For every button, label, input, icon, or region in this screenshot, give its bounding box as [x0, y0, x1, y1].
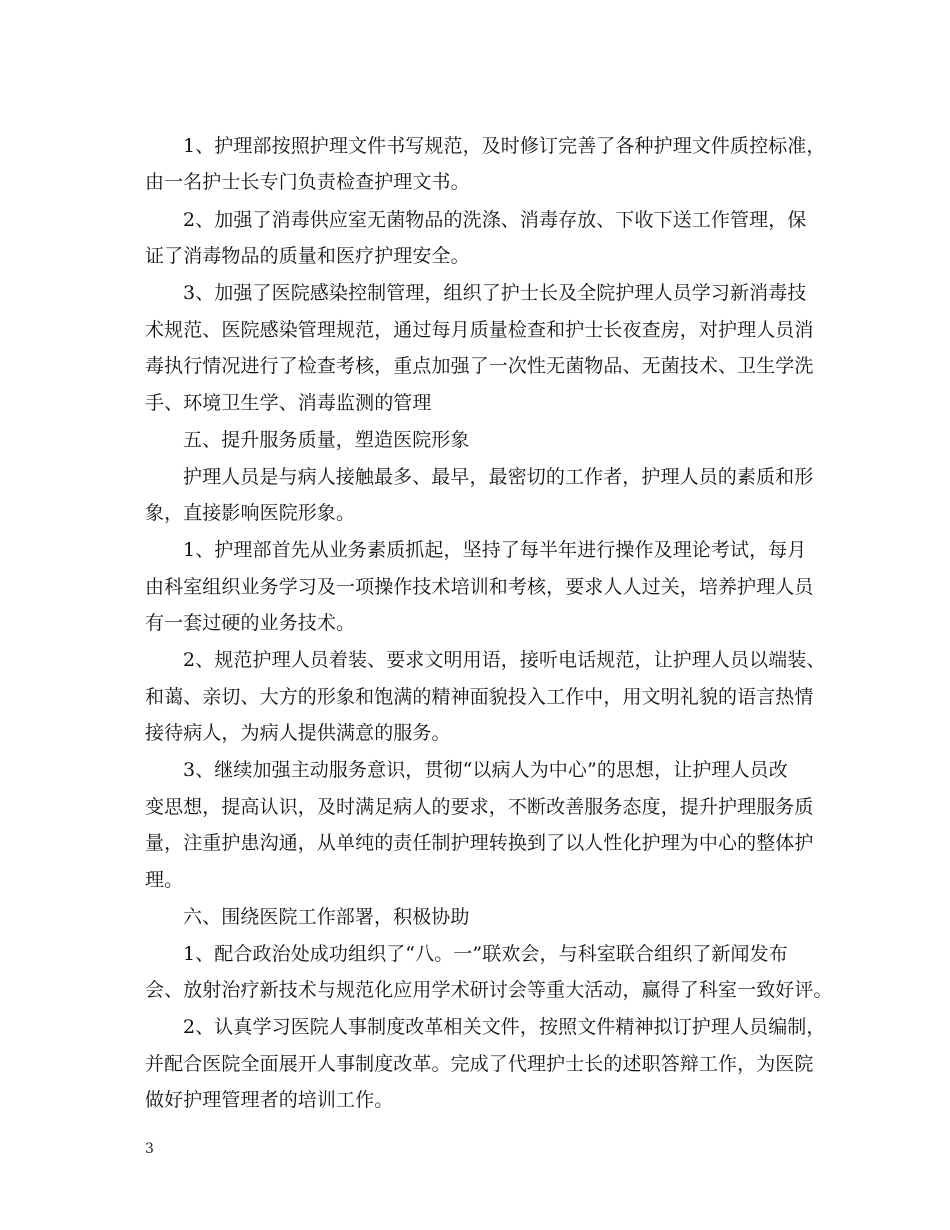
- text-line: 会、放射治疗新技术与规范化应用学术研讨会等重大活动，赢得了科室一致好评。: [145, 979, 833, 1001]
- text-line: 做好护理管理者的培训工作。: [145, 1089, 394, 1111]
- section-heading: 五、提升服务质量，塑造医院形象: [183, 429, 470, 451]
- text-line: 术规范、医院感染管理规范，通过每月质量检查和护士长夜查房，对护理人员消: [145, 319, 814, 341]
- text-line: 由科室组织业务学习及一项操作技术培训和考核，要求人人过关，培养护理人员: [145, 576, 814, 598]
- text-line: 1、护理部按照护理文件书写规范，及时修订完善了各种护理文件质控标准，: [183, 135, 826, 157]
- text-line: 有一套过硬的业务技术。: [145, 612, 356, 634]
- page-number: 3: [145, 1141, 154, 1157]
- text-line: 接待病人，为病人提供满意的服务。: [145, 722, 451, 744]
- text-line: 由一名护士长专门负责检查护理文书。: [145, 171, 470, 193]
- text-line: 理。: [145, 869, 184, 891]
- text-line: 手、环境卫生学、消毒监测的管理: [145, 392, 432, 414]
- text-line: 和蔼、亲切、大方的形象和饱满的精神面貌投入工作中，用文明礼貌的语言热情: [145, 686, 814, 708]
- text-line: 1、护理部首先从业务素质抓起，坚持了每半年进行操作及理论考试，每月: [183, 539, 807, 561]
- text-line: 量，注重护患沟通，从单纯的责任制护理转换到了以人性化护理为中心的整体护: [145, 832, 814, 854]
- text-line: 象，直接影响医院形象。: [145, 502, 356, 524]
- text-line: 变思想，提高认识，及时满足病人的要求，不断改善服务态度，提升护理服务质: [145, 796, 814, 818]
- text-line: 毒执行情况进行了检查考核，重点加强了一次性无菌物品、无菌技术、卫生学洗: [145, 355, 814, 377]
- text-line: 1、配合政治处成功组织了“八。一”联欢会，与科室联合组织了新闻发布: [183, 943, 788, 965]
- text-line: 证了消毒物品的质量和医疗护理安全。: [145, 245, 470, 267]
- text-line: 护理人员是与病人接触最多、最早，最密切的工作者，护理人员的素质和形: [183, 466, 814, 488]
- text-line: 2、加强了消毒供应室无菌物品的洗涤、消毒存放、下收下送工作管理，保: [183, 209, 807, 231]
- text-line: 2、认真学习医院人事制度改革相关文件，按照文件精神拟订护理人员编制，: [183, 1016, 826, 1038]
- section-heading: 六、围绕医院工作部署，积极协助: [183, 906, 470, 928]
- text-line: 2、规范护理人员着装、要求文明用语，接听电话规范，让护理人员以端装、: [183, 649, 826, 671]
- text-line: 3、继续加强主动服务意识，贯彻“以病人为中心”的思想，让护理人员改: [183, 759, 788, 781]
- text-line: 并配合医院全面展开人事制度改革。完成了代理护士长的述职答辩工作，为医院: [145, 1053, 814, 1075]
- text-line: 3、加强了医院感染控制管理，组织了护士长及全院护理人员学习新消毒技: [183, 282, 807, 304]
